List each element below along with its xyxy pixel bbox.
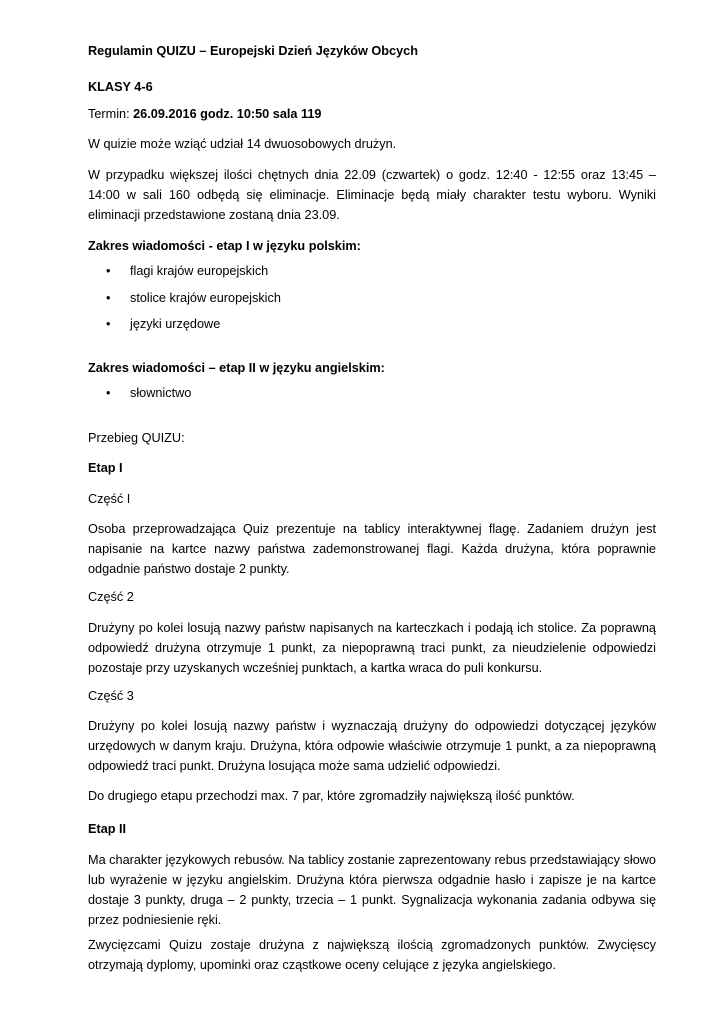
part1-paragraph: Osoba przeprowadzająca Quiz prezentuje na tablicy interaktywnej flagę. Zadaniem drużyn jest napisanie na kartce nazwy państwa zademonstrowanej flagi. Każda drużyna, która poprawnie odgadnie państwo dostaje 2 punkty. xyxy=(88,522,656,576)
elimination-paragraph: W przypadku większej ilości chętnych dnia 22.09 (czwartek) o godz. 12:40 - 12:55 oraz 13:45 – 14:00 w sali 160 odbędą się eliminacje. Eliminacje będą miały charakter testu wyboru. Wyniki eliminacji przedstawione zostaną dnia 23.09. xyxy=(88,168,656,222)
classes-heading: KLASY 4-6 xyxy=(88,80,153,94)
part3-paragraph: Drużyny po kolei losują nazwy państw i wyznaczają drużyny do odpowiedzi dotyczącej języków urzędowych w danym kraju. Drużyna, która odpowie właściwie otrzymuje 1 punkt, a za niepoprawną odpowiedź traci punkt. Drużyna losująca może sama udzielić odpowiedzi. xyxy=(88,719,656,773)
stage1-heading: Etap I xyxy=(88,461,123,475)
list-item: • słownictwo xyxy=(88,383,648,410)
part2-label: Część 2 xyxy=(88,590,134,604)
winners-paragraph: Zwycięzcami Quizu zostaje drużyna z największą ilością zgromadzonych punktów. Zwycięscy otrzymają dyplomy, upominki oraz cząstkowe oceny celujące z języka angielskiego. xyxy=(88,938,656,972)
course-label: Przebieg QUIZU: xyxy=(88,431,185,445)
scope2-heading: Zakres wiadomości – etap II w języku angielskim: xyxy=(88,361,385,375)
list-item: • flagi krajów europejskich xyxy=(88,261,648,288)
term-label: Termin: xyxy=(88,107,134,121)
term-line xyxy=(88,104,656,124)
scope1-list xyxy=(88,261,648,341)
stage2-heading: Etap II xyxy=(88,822,127,836)
term-value: 26.09.2016 godz. 10:50 sala 119 xyxy=(133,107,322,121)
list-item: • stolice krajów europejskich xyxy=(88,288,648,315)
participants-text: W quizie może wziąć udział 14 dwuosobowych drużyn. xyxy=(88,137,397,151)
part2-paragraph: Drużyny po kolei losują nazwy państw napisanych na karteczkach i podają ich stolice. Za poprawną odpowiedź drużyna otrzymuje 1 punkt, za niepoprawną traci punkt, za nieudzielenie odpowiedzi pozostaje przy uzyskanych wcześniej punktach, a kartka wraca do puli konkursu. xyxy=(88,621,656,675)
scope2-list xyxy=(88,383,648,410)
stage2-paragraph: Ma charakter językowych rebusów. Na tablicy zostanie zaprezentowany rebus przedstawiający słowo lub wyrażenie w języku angielskim. Drużyna która pierwsza odgadnie hasło i zapisze je na kartce dostaje 3 punkty, druga – 2 punkty, trzecia – 1 punkt. Sygnalizacja wykonania zadania odbywa się przez podniesienie ręki. xyxy=(88,853,656,927)
scope1-heading: Zakres wiadomości - etap I w języku polskim: xyxy=(88,239,361,253)
part3-label: Część 3 xyxy=(88,689,134,703)
list-item: • języki urzędowe xyxy=(88,314,648,341)
document-title: Regulamin QUIZU – Europejski Dzień Języków Obcych xyxy=(88,44,418,58)
advance-text: Do drugiego etapu przechodzi max. 7 par, które zgromadziły największą ilość punktów. xyxy=(88,789,575,803)
part1-label: Część I xyxy=(88,492,131,506)
